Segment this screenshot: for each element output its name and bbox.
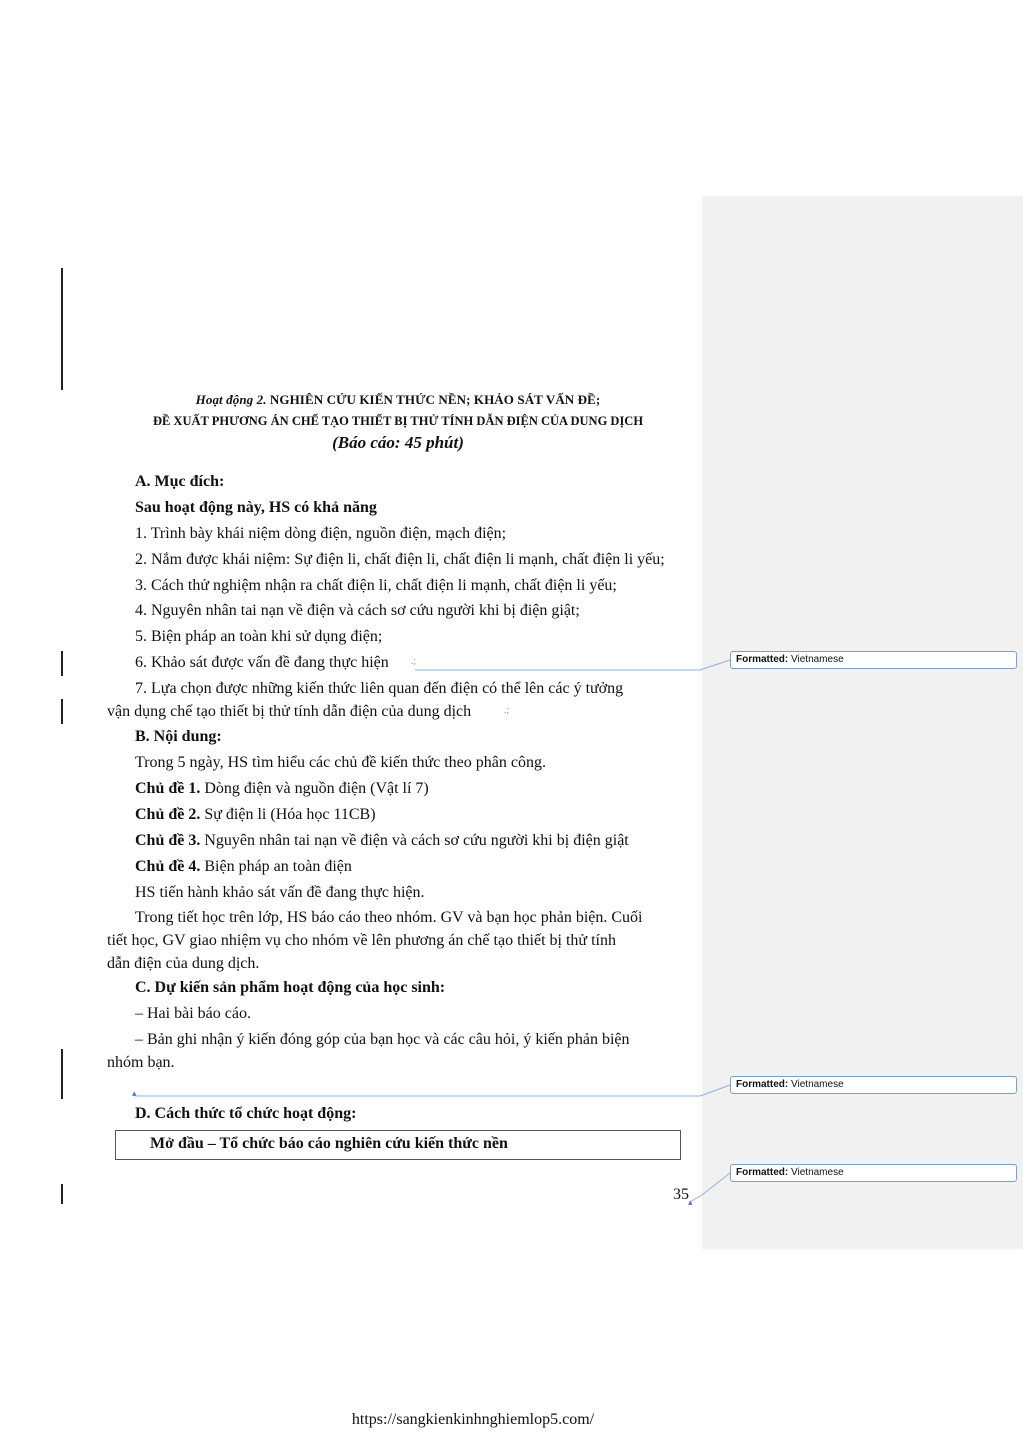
comment-balloon[interactable]: [730, 1164, 1017, 1182]
topic-item: [135, 857, 352, 877]
section-b-title: B. Nội dung:: [135, 728, 222, 745]
list-item: – Hai bài báo cáo.: [135, 1005, 251, 1022]
topic-text: Nguyên nhân tai nạn về điện và cách sơ cứu người khi bị điện giật: [200, 832, 629, 849]
comment-value: Vietnamese: [788, 1079, 844, 1090]
activity-title-line2: ĐỀ XUẤT PHƯƠNG ÁN CHẾ TẠO THIẾT BỊ THỬ TÍNH DẪN ĐIỆN CỦA DUNG DỊCH: [152, 414, 644, 428]
topic-item: [135, 831, 629, 851]
section-b-intro: Trong 5 ngày, HS tìm hiểu các chủ đề kiến thức theo phân công.: [135, 754, 546, 771]
comment-balloon[interactable]: [730, 651, 1017, 669]
topic-label: Chủ đề 2.: [135, 806, 201, 823]
list-item: 2. Nắm được khái niệm: Sự điện li, chất điện li, chất điện li mạnh, chất điện li yếu;: [135, 551, 665, 568]
list-item: 5. Biện pháp an toàn khi sử dụng điện;: [135, 628, 383, 645]
comment-label: Formatted:: [736, 1079, 789, 1090]
section-c-title: C. Dự kiến sản phẩm hoạt động của học sinh:: [135, 979, 446, 996]
list-item-continuation: vận dụng chế tạo thiết bị thử tính dẫn điện của dung dịch: [107, 703, 472, 720]
activity-duration: (Báo cáo: 45 phút): [332, 433, 464, 452]
paragraph-line: Trong tiết học trên lớp, HS báo cáo theo nhóm. GV và bạn học phản biện. Cuối: [135, 909, 643, 926]
list-item: 7. Lựa chọn được những kiến thức liên quan đến điện có thể lên các ý tưởng: [135, 680, 624, 697]
comment-label: Formatted:: [736, 654, 789, 665]
activity-box: [115, 1130, 681, 1160]
topic-label: Chủ đề 1.: [135, 780, 201, 797]
section-d-title: D. Cách thức tổ chức hoạt động:: [135, 1105, 357, 1122]
topic-text: Dòng điện và nguồn điện (Vật lí 7): [200, 780, 429, 797]
comment-value: Vietnamese: [788, 654, 844, 665]
paragraph-line: tiết học, GV giao nhiệm vụ cho nhóm về lên phương án chế tạo thiết bị thử tính: [107, 932, 616, 949]
comment-label: Formatted:: [736, 1167, 789, 1178]
list-item: 4. Nguyên nhân tai nạn về điện và cách sơ cứu người khi bị điện giật;: [135, 602, 580, 619]
comment-value: Vietnamese: [788, 1167, 844, 1178]
list-item: 3. Cách thử nghiệm nhận ra chất điện li, chất điện li mạnh, chất điện li yếu;: [135, 577, 617, 594]
list-item-continuation: nhóm bạn.: [107, 1054, 175, 1071]
topic-text: Sự điện li (Hóa học 11CB): [200, 806, 376, 823]
list-item: – Bản ghi nhận ý kiến đóng góp của bạn học và các câu hỏi, ý kiến phản biện: [135, 1031, 630, 1048]
topic-item: [135, 805, 376, 825]
activity-heading: [108, 392, 688, 408]
page-number: 35: [673, 1186, 689, 1203]
activity-box-label: Mở đầu – Tổ chức báo cáo nghiên cứu kiến thức nền: [150, 1135, 508, 1152]
activity-title-line1: NGHIÊN CỨU KIẾN THỨC NỀN; KHẢO SÁT VẤN ĐỀ;: [266, 392, 601, 407]
section-a-intro: Sau hoạt động này, HS có khả năng: [135, 499, 377, 516]
comment-balloon[interactable]: [730, 1076, 1017, 1094]
topic-label: Chủ đề 3.: [135, 832, 201, 849]
activity-prefix: Hoạt động 2.: [195, 392, 267, 407]
footer-url[interactable]: https://sangkienkinhnghiemlop5.com/: [351, 1411, 595, 1428]
formatting-mark-icon: ▴: [132, 1088, 137, 1098]
survey-line: HS tiến hành khảo sát vấn đề đang thực hiện.: [135, 884, 425, 901]
list-item: 6. Khảo sát được vấn đề đang thực hiện: [135, 654, 389, 671]
section-a-title: A. Mục đích:: [135, 473, 225, 490]
formatting-mark-icon: ▴: [688, 1197, 693, 1207]
paragraph-line: dẫn điện của dung dịch.: [107, 955, 260, 972]
topic-text: Biện pháp an toàn điện: [200, 858, 352, 875]
formatting-mark-icon: .;: [411, 656, 417, 666]
list-item: 1. Trình bày khái niệm dòng điện, nguồn điện, mạch điện;: [135, 525, 507, 542]
topic-item: [135, 779, 429, 799]
formatting-mark-icon: .;: [504, 705, 510, 715]
topic-label: Chủ đề 4.: [135, 858, 201, 875]
